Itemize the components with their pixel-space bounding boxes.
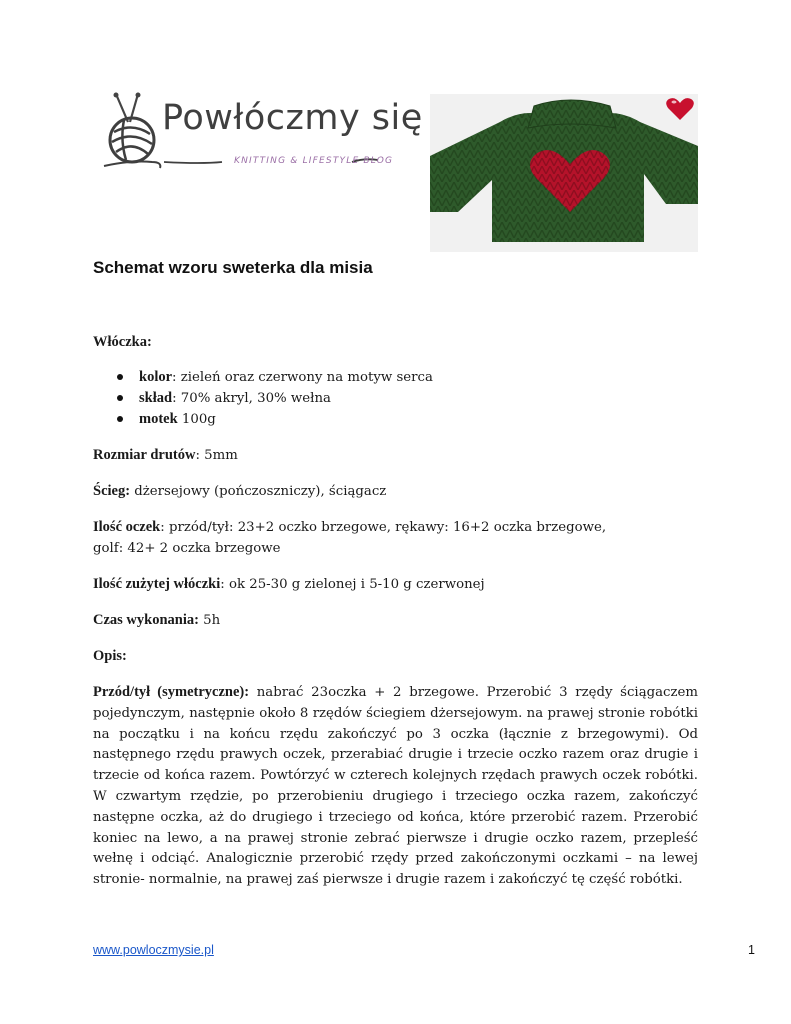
bullet-icon bbox=[117, 395, 123, 401]
list-item: kolor: zieleń oraz czerwony na motyw serca bbox=[93, 367, 698, 388]
needles-line: Rozmiar drutów: 5mm bbox=[93, 447, 238, 463]
document-content bbox=[93, 332, 698, 891]
front-back-paragraph: Przód/tył (symetryczne): nabrać 23oczka + 2 brzegowe. Przerobić 3 rzędy ściągaczem pojedynczym, następnie około 8 rzędów ściegiem dżersejowym. na prawej stronie robótki na początku i na końcu rzędu zakończyć po 3 oczka (łącznie z brzegowymi). Od następnego rzędu prawych oczek, przerabiać drugie i trzecie oczko razem oraz drugie i trzecie od końca razem. Powtórzyć w czterech kolejnych rzędach prawych oczek robótki. W czwartym rzędzie, po przerobieniu drugiego i trzeciego oczka razem, zakończyć następne oczka, aż do drugiego i trzeciego od końca, które przerobić razem. Przerobić koniec na lewo, a na prawej stronie zebrać pierwsze i drugie oczko razem, przepleść wełnę i odciąć. Analogicznie przerobić rzędy przed zakończonymi oczkami – na lewej stronie- normalnie, na prawej zaś pierwsze i drugie razem i zakończyć tę część robótki. bbox=[93, 684, 698, 888]
yarn-list bbox=[93, 367, 698, 430]
footer-website-link[interactable]: www.powloczmysie.pl bbox=[93, 943, 214, 957]
time-line: Czas wykonania: 5h bbox=[93, 612, 221, 628]
stitch-count-line: Ilość oczek: przód/tył: 23+2 oczko brzegowe, rękawy: 16+2 oczka brzegowe, golf: 42+ 2 oczka brzegowe bbox=[93, 519, 607, 556]
yarn-used-line: Ilość zużytej włóczki: ok 25-30 g zielonej i 5-10 g czerwonej bbox=[93, 576, 485, 592]
description-heading: Opis: bbox=[93, 648, 127, 664]
document-title: Schemat wzoru sweterka dla misia bbox=[93, 258, 373, 277]
list-item: motek 100g bbox=[93, 409, 698, 430]
page-number: 1 bbox=[748, 943, 755, 957]
yarn-label: Włóczka: bbox=[93, 334, 152, 350]
logo-title: Powłóczmy się bbox=[162, 98, 423, 138]
bullet-icon bbox=[117, 416, 123, 422]
stitch-line: Ścieg: dżersejowy (pończoszniczy), ściągacz bbox=[93, 483, 387, 499]
bullet-icon bbox=[117, 374, 123, 380]
list-item: skład: 70% akryl, 30% wełna bbox=[93, 388, 698, 409]
sweater-heart-photo bbox=[430, 94, 698, 252]
logo-tagline: KNITTING & LIFESTYLE BLOG bbox=[234, 156, 394, 166]
blog-logo bbox=[102, 92, 423, 176]
